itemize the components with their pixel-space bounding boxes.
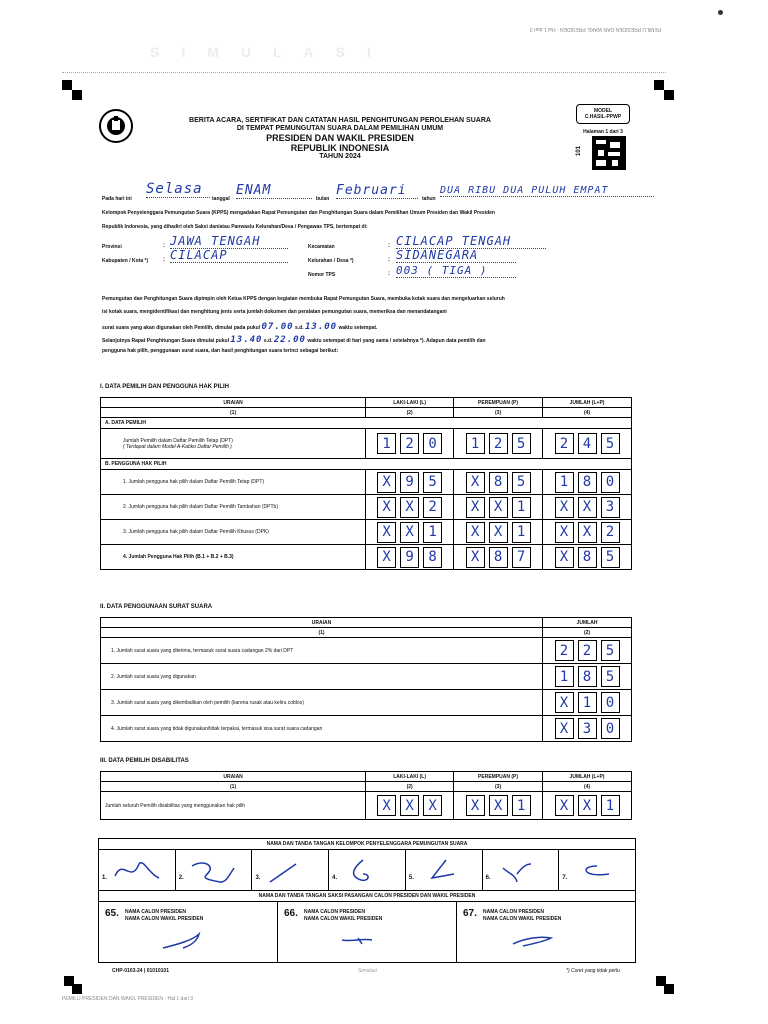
surat-suara-label: 2. Jumlah surat suara yang digunakan: [101, 664, 543, 690]
col-number: (2): [366, 782, 454, 792]
digit-box[interactable]: X: [423, 795, 442, 816]
perempuan-cell: [454, 792, 543, 820]
section-b-row: [101, 459, 632, 470]
pengguna-total-row: [101, 545, 632, 570]
digit-box[interactable]: 8: [489, 472, 508, 493]
candidate-number: 66.: [284, 908, 298, 919]
kabupaten-label: Kabupaten / Kota *): [102, 258, 149, 264]
digit-box[interactable]: X: [578, 497, 597, 518]
digit-box[interactable]: 5: [601, 640, 620, 661]
kelurahan-value: SIDANEGARA: [396, 248, 516, 263]
body-line-5: pengguna hak pilih, penggunaan surat suara, dan hasil penghitungan suara terinci sebagai berikut:: [102, 348, 339, 354]
body-line-1: Pemungutan dan Penghitungan Suara dipimpin oleh Ketua KPPS dengan kegiatan membuka Rapat Pemungutan Suara, membuka kotak suara dan mengeluarkan seluruh: [102, 296, 505, 302]
section2-number-row: [101, 628, 632, 638]
tahun-label: tahun: [422, 196, 436, 202]
candidate-number: 67.: [463, 908, 477, 919]
model-badge: [576, 104, 630, 124]
provinsi-label: Provinsi: [102, 244, 122, 250]
col-uraian: URAIAN: [101, 772, 366, 782]
signature-block: [98, 838, 636, 963]
digit-box[interactable]: 2: [489, 433, 508, 454]
bulan-label: bulan: [316, 196, 330, 202]
laki-cell: [366, 495, 454, 520]
col-jumlah: JUMLAH (L+P): [543, 772, 632, 782]
signature-67: [507, 930, 567, 952]
body-line-4-label: Selanjutnya Rapat Penghitungan Suara dimulai pukul: [102, 338, 229, 344]
bulan-value: Februari: [336, 183, 418, 199]
body-line-3: [102, 322, 377, 332]
digit-box[interactable]: 8: [578, 472, 597, 493]
signature-65: [159, 930, 219, 952]
colon: :: [388, 257, 390, 263]
kpps-signature-1[interactable]: [99, 850, 176, 890]
jumlah-cell: [543, 716, 632, 742]
digit-box[interactable]: X: [555, 795, 574, 816]
tps-label: Nomor TPS: [308, 272, 336, 278]
body-line-4-end: waktu setempat di hari yang sama / setelahnya *). Adapun data pemilih dan: [307, 338, 486, 344]
candidate-number: 65.: [105, 908, 119, 919]
col-number: (4): [543, 782, 632, 792]
digit-box[interactable]: 1: [555, 472, 574, 493]
kpps-signature-6[interactable]: [483, 850, 560, 890]
digit-box[interactable]: X: [489, 795, 508, 816]
digit-box[interactable]: 2: [601, 522, 620, 543]
body-line-4: [102, 335, 662, 345]
model-label: MODEL: [593, 108, 613, 114]
saksi-title: NAMA DAN TANDA TANGAN SAKSI PASANGAN CALON PRESIDEN DAN WAKIL PRESIDEN: [99, 891, 635, 902]
col-laki: LAKI-LAKI (L): [366, 398, 454, 408]
candidate-67[interactable]: [457, 902, 635, 962]
dpt-label-note: ( Terdapat dalam Model A-Kabko Daftar Pemilih ): [123, 443, 232, 450]
dpt-label: [101, 429, 366, 459]
dpt-jumlah: [543, 429, 632, 459]
end-time: 13.00: [305, 322, 338, 332]
saksi-signature-row: [99, 902, 635, 962]
digit-box[interactable]: X: [555, 497, 574, 518]
surat-suara-row: [101, 716, 632, 742]
start-time: 07.00: [261, 322, 294, 332]
section-b-title: B. PENGGUNA HAK PILIH: [101, 459, 632, 470]
pengguna-row: [101, 470, 632, 495]
kpps-signature-4[interactable]: [329, 850, 406, 890]
digit-box[interactable]: X: [489, 497, 508, 518]
kelurahan-label: Kelurahan / Desa *): [308, 258, 354, 264]
digit-box[interactable]: 1: [512, 795, 531, 816]
digit-box[interactable]: 2: [423, 497, 442, 518]
dpt-laki: [366, 429, 454, 459]
surat-suara-label: 4. Jumlah surat suara yang tidak digunakan/tidak terpakai, termasuk sisa surat suara cadangan: [101, 716, 543, 742]
pengguna-label: 2. Jumlah pengguna hak pilih dalam Daftar Pemilih Tambahan (DPTb): [101, 495, 366, 520]
kpps-signature-3[interactable]: [252, 850, 329, 890]
digit-box[interactable]: 5: [512, 433, 531, 454]
laki-cell: [366, 545, 454, 570]
digit-box[interactable]: 2: [400, 433, 419, 454]
pengguna-total-label: 4. Jumlah Pengguna Hak Pilih (B.1 + B.2 + B.3): [101, 545, 366, 570]
hari-value: Selasa: [146, 181, 210, 198]
kpps-number: 6.: [485, 875, 491, 881]
digit-box[interactable]: X: [466, 522, 485, 543]
digit-box[interactable]: 2: [578, 640, 597, 661]
digit-box[interactable]: X: [400, 497, 419, 518]
tanggal-label: tanggal: [212, 196, 230, 202]
digit-box[interactable]: 1: [512, 522, 531, 543]
section1-title: I. DATA PEMILIH DAN PENGGUNA HAK PILIH: [100, 384, 229, 390]
dpt-perempuan: [454, 429, 543, 459]
surat-suara-label: 3. Jumlah surat suara yang dikembalikan oleh pemilih (karena rusak atau keliru coblos): [101, 690, 543, 716]
digit-box[interactable]: X: [555, 547, 574, 568]
kabupaten-value: CILACAP: [170, 248, 288, 263]
candidate-president-label: NAMA CALON PRESIDEN: [483, 909, 544, 915]
kpps-signature-7[interactable]: [559, 850, 635, 890]
digit-box[interactable]: 1: [555, 666, 574, 687]
digit-box[interactable]: 5: [601, 433, 620, 454]
digit-box[interactable]: 2: [555, 433, 574, 454]
dpt-label-main: Jumlah Pemilih dalam Daftar Pemilih Tetap (DPT): [123, 437, 233, 444]
col-number: (1): [101, 782, 366, 792]
col-perempuan: PEREMPUAN (P): [454, 772, 543, 782]
kpps-signature-row: [99, 850, 635, 891]
tanggal-value: ENAM: [236, 183, 312, 199]
footer-center: Simulasi: [358, 968, 377, 974]
perforation-line: [62, 72, 666, 73]
disabilitas-row: [101, 792, 632, 820]
digit-box[interactable]: X: [466, 472, 485, 493]
digit-box[interactable]: 3: [601, 497, 620, 518]
colon: :: [388, 243, 390, 249]
digit-box[interactable]: 8: [423, 547, 442, 568]
candidate-vice-label: NAMA CALON WAKIL PRESIDEN: [125, 916, 204, 922]
kpps-number: 7.: [562, 875, 568, 881]
section2-header-row: [101, 618, 632, 628]
surat-suara-row: [101, 664, 632, 690]
digit-box[interactable]: X: [578, 522, 597, 543]
digit-box[interactable]: 1: [377, 433, 396, 454]
dpt-row: [101, 429, 632, 459]
surat-suara-label: 1. Jumlah surat suara yang diterima, termasuk surat suara cadangan 2% dari DPT: [101, 638, 543, 664]
digit-box[interactable]: X: [555, 718, 574, 739]
section2-table: [100, 617, 632, 742]
digit-box[interactable]: 5: [512, 472, 531, 493]
registration-mark-tr2: [664, 90, 674, 100]
surat-suara-row: [101, 638, 632, 664]
digit-box[interactable]: 4: [578, 433, 597, 454]
section1-number-row: [101, 408, 632, 418]
digit-box[interactable]: 0: [423, 433, 442, 454]
section3-header-row: [101, 772, 632, 782]
col-number: (2): [366, 408, 454, 418]
candidate-66[interactable]: [278, 902, 457, 962]
digit-box[interactable]: 3: [578, 718, 597, 739]
digit-box[interactable]: 0: [601, 718, 620, 739]
jumlah-cell: [543, 470, 632, 495]
digit-box[interactable]: 2: [555, 640, 574, 661]
count-end-time: 22.00: [273, 335, 306, 345]
digit-box[interactable]: X: [377, 795, 396, 816]
registration-mark-tl: [62, 80, 72, 90]
laki-cell: [366, 520, 454, 545]
section3-title: III. DATA PEMILIH DISABILITAS: [100, 758, 189, 764]
colon: :: [163, 257, 165, 263]
candidate-65[interactable]: [99, 902, 278, 962]
registration-mark-tl2: [72, 90, 82, 100]
digit-box[interactable]: X: [466, 497, 485, 518]
col-number: (1): [101, 408, 366, 418]
section1-header-row: [101, 398, 632, 408]
digit-box[interactable]: 9: [400, 547, 419, 568]
surat-suara-row: [101, 690, 632, 716]
watermark: SIMULASI: [150, 44, 393, 60]
jumlah-cell: [543, 792, 632, 820]
col-number: (1): [101, 628, 543, 638]
digit-box[interactable]: 9: [400, 472, 419, 493]
header-line3: PRESIDEN DAN WAKIL PRESIDEN: [266, 133, 414, 143]
opening-paragraph-2: Republik Indonesia, yang dihadiri oleh Saksi dan/atau Panwaslu Kelurahan/Desa / Pengawas TPS, bertempat di:: [102, 224, 368, 230]
laki-cell: [366, 470, 454, 495]
digit-box[interactable]: 8: [489, 547, 508, 568]
digit-box[interactable]: 1: [423, 522, 442, 543]
footer-note: *) Coret yang tidak perlu: [566, 968, 620, 974]
footer-left: PEMILU PRESIDEN DAN WAKIL PRESIDEN · Hal 1 dari 3: [62, 996, 194, 1002]
provinsi-value: JAWA TENGAH: [170, 234, 288, 249]
candidate-vice-label: NAMA CALON WAKIL PRESIDEN: [483, 916, 562, 922]
candidate-president-label: NAMA CALON PRESIDEN: [125, 909, 186, 915]
section1-table: [100, 397, 632, 570]
pengguna-label: 3. Jumlah pengguna hak pilih dalam Daftar Pemilih Khusus (DPK): [101, 520, 366, 545]
header-line1: BERITA ACARA, SERTIFIKAT DAN CATATAN HASIL PENGHITUNGAN PEROLEHAN SUARA: [189, 117, 491, 124]
digit-box[interactable]: X: [400, 522, 419, 543]
tahun-value: DUA RIBU DUA PULUH EMPAT: [440, 185, 654, 197]
perempuan-cell: [454, 495, 543, 520]
digit-box[interactable]: 1: [578, 692, 597, 713]
body-line-3-end: waktu setempat.: [338, 325, 378, 331]
perempuan-cell: [454, 520, 543, 545]
section3-table: [100, 771, 632, 820]
candidate-president-label: NAMA CALON PRESIDEN: [304, 909, 365, 915]
digit-box[interactable]: X: [377, 472, 396, 493]
col-uraian: URAIAN: [101, 398, 366, 408]
digit-box[interactable]: X: [377, 547, 396, 568]
digit-box[interactable]: 5: [601, 547, 620, 568]
col-number: (2): [543, 628, 632, 638]
digit-box[interactable]: 1: [466, 433, 485, 454]
footer-code: CHP-0103-24 | 01010101: [112, 968, 169, 974]
model-code: C.HASIL-PPWP: [584, 114, 622, 120]
perempuan-cell: [454, 470, 543, 495]
digit-box[interactable]: X: [578, 795, 597, 816]
colon: :: [388, 271, 390, 277]
kpps-number: 4.: [332, 875, 338, 881]
sd-label: s.d.: [294, 325, 304, 331]
section2-title: II. DATA PENGGUNAAN SURAT SUARA: [100, 604, 213, 610]
kpps-title: NAMA DAN TANDA TANGAN KELOMPOK PENYELENGGARA PEMUNGUTAN SUARA: [99, 839, 635, 850]
tps-value: 003 ( TIGA ): [396, 264, 516, 278]
section-a-row: [101, 418, 632, 429]
jumlah-cell: [543, 495, 632, 520]
body-line-2: isi kotak suara, mengidentifikasi dan menghitung jenis serta jumlah dokumen dan peralatan pemungutan suara, memeriksa dan menandatangani: [102, 309, 447, 315]
col-jumlah: JUMLAH: [543, 618, 632, 628]
top-right-mark: PEMILU PRESIDEN DAN WAKIL PRESIDEN · Hal 1 dari 3: [530, 26, 662, 32]
col-laki: LAKI-LAKI (L): [366, 772, 454, 782]
section3-number-row: [101, 782, 632, 792]
kpps-number: 1.: [102, 875, 108, 881]
kecamatan-value: CILACAP TENGAH: [396, 234, 546, 249]
kpps-signature-2[interactable]: [176, 850, 253, 890]
laki-cell: [366, 792, 454, 820]
col-number: (3): [454, 782, 543, 792]
opening-paragraph-1: Kelompok Penyelenggara Pemungutan Suara (KPPS) mengadakan Rapat Pemungutan dan Penghitungan Suara dalam Pemilihan Umum Presiden dan Wakil Presiden: [102, 210, 495, 216]
kpps-number: 5.: [408, 875, 414, 881]
digit-box[interactable]: X: [377, 497, 396, 518]
header-line2: DI TEMPAT PEMUNGUTAN SUARA DALAM PEMILIHAN UMUM: [236, 125, 444, 132]
candidate-vice-label: NAMA CALON WAKIL PRESIDEN: [304, 916, 383, 922]
digit-box[interactable]: 5: [423, 472, 442, 493]
digit-box[interactable]: 7: [512, 547, 531, 568]
sd-label: s.d.: [263, 338, 273, 344]
pengguna-row: [101, 495, 632, 520]
section-a-title: A. DATA PEMILIH: [101, 418, 632, 429]
digit-box[interactable]: X: [555, 522, 574, 543]
col-perempuan: PEREMPUAN (P): [454, 398, 543, 408]
jumlah-cell: [543, 545, 632, 570]
digit-box[interactable]: X: [400, 795, 419, 816]
digit-box[interactable]: 0: [601, 692, 620, 713]
perempuan-cell: [454, 545, 543, 570]
side-number: 101: [576, 145, 583, 157]
colon: :: [163, 243, 165, 249]
col-uraian: URAIAN: [101, 618, 543, 628]
jumlah-cell: [543, 520, 632, 545]
qr-code: [592, 136, 626, 170]
col-number: (3): [454, 408, 543, 418]
col-number: (4): [543, 408, 632, 418]
hari-label: Pada hari ini: [102, 196, 132, 202]
document-header: [140, 117, 540, 161]
jumlah-cell: [543, 690, 632, 716]
body-line-3-label: surat suara yang akan digunakan oleh Pemilih, dimulai pada pukul: [102, 325, 261, 331]
scan-dot: [718, 10, 723, 15]
digit-box[interactable]: X: [466, 795, 485, 816]
digit-box[interactable]: X: [377, 522, 396, 543]
registration-mark-br2: [664, 984, 674, 994]
kpu-logo: [98, 108, 134, 144]
registration-mark-bl2: [72, 984, 82, 994]
digit-box[interactable]: 5: [601, 666, 620, 687]
kecamatan-label: Kecamatan: [308, 244, 335, 250]
digit-box[interactable]: X: [466, 547, 485, 568]
digit-box[interactable]: X: [489, 522, 508, 543]
digit-box[interactable]: 1: [512, 497, 531, 518]
count-start-time: 13.40: [230, 335, 263, 345]
header-line5: TAHUN 2024: [319, 153, 361, 160]
kpps-number: 3.: [255, 875, 261, 881]
digit-box[interactable]: 8: [578, 547, 597, 568]
registration-mark-tr: [654, 80, 664, 90]
signature-66: [338, 930, 398, 952]
header-line4: REPUBLIK INDONESIA: [290, 143, 390, 153]
jumlah-cell: [543, 638, 632, 664]
digit-box[interactable]: X: [555, 692, 574, 713]
digit-box[interactable]: 0: [601, 472, 620, 493]
digit-box[interactable]: 8: [578, 666, 597, 687]
col-jumlah: JUMLAH (L+P): [543, 398, 632, 408]
kpps-signature-5[interactable]: [406, 850, 483, 890]
pengguna-row: [101, 520, 632, 545]
kpps-number: 2.: [178, 875, 184, 881]
digit-box[interactable]: 1: [601, 795, 620, 816]
disabilitas-label: Jumlah seluruh Pemilih disabilitas yang menggunakan hak pilih: [101, 792, 366, 820]
pengguna-label: 1. Jumlah pengguna hak pilih dalam Daftar Pemilih Tetap (DPT): [101, 470, 366, 495]
jumlah-cell: [543, 664, 632, 690]
page-indicator: Halaman 1 dari 3: [583, 129, 623, 135]
